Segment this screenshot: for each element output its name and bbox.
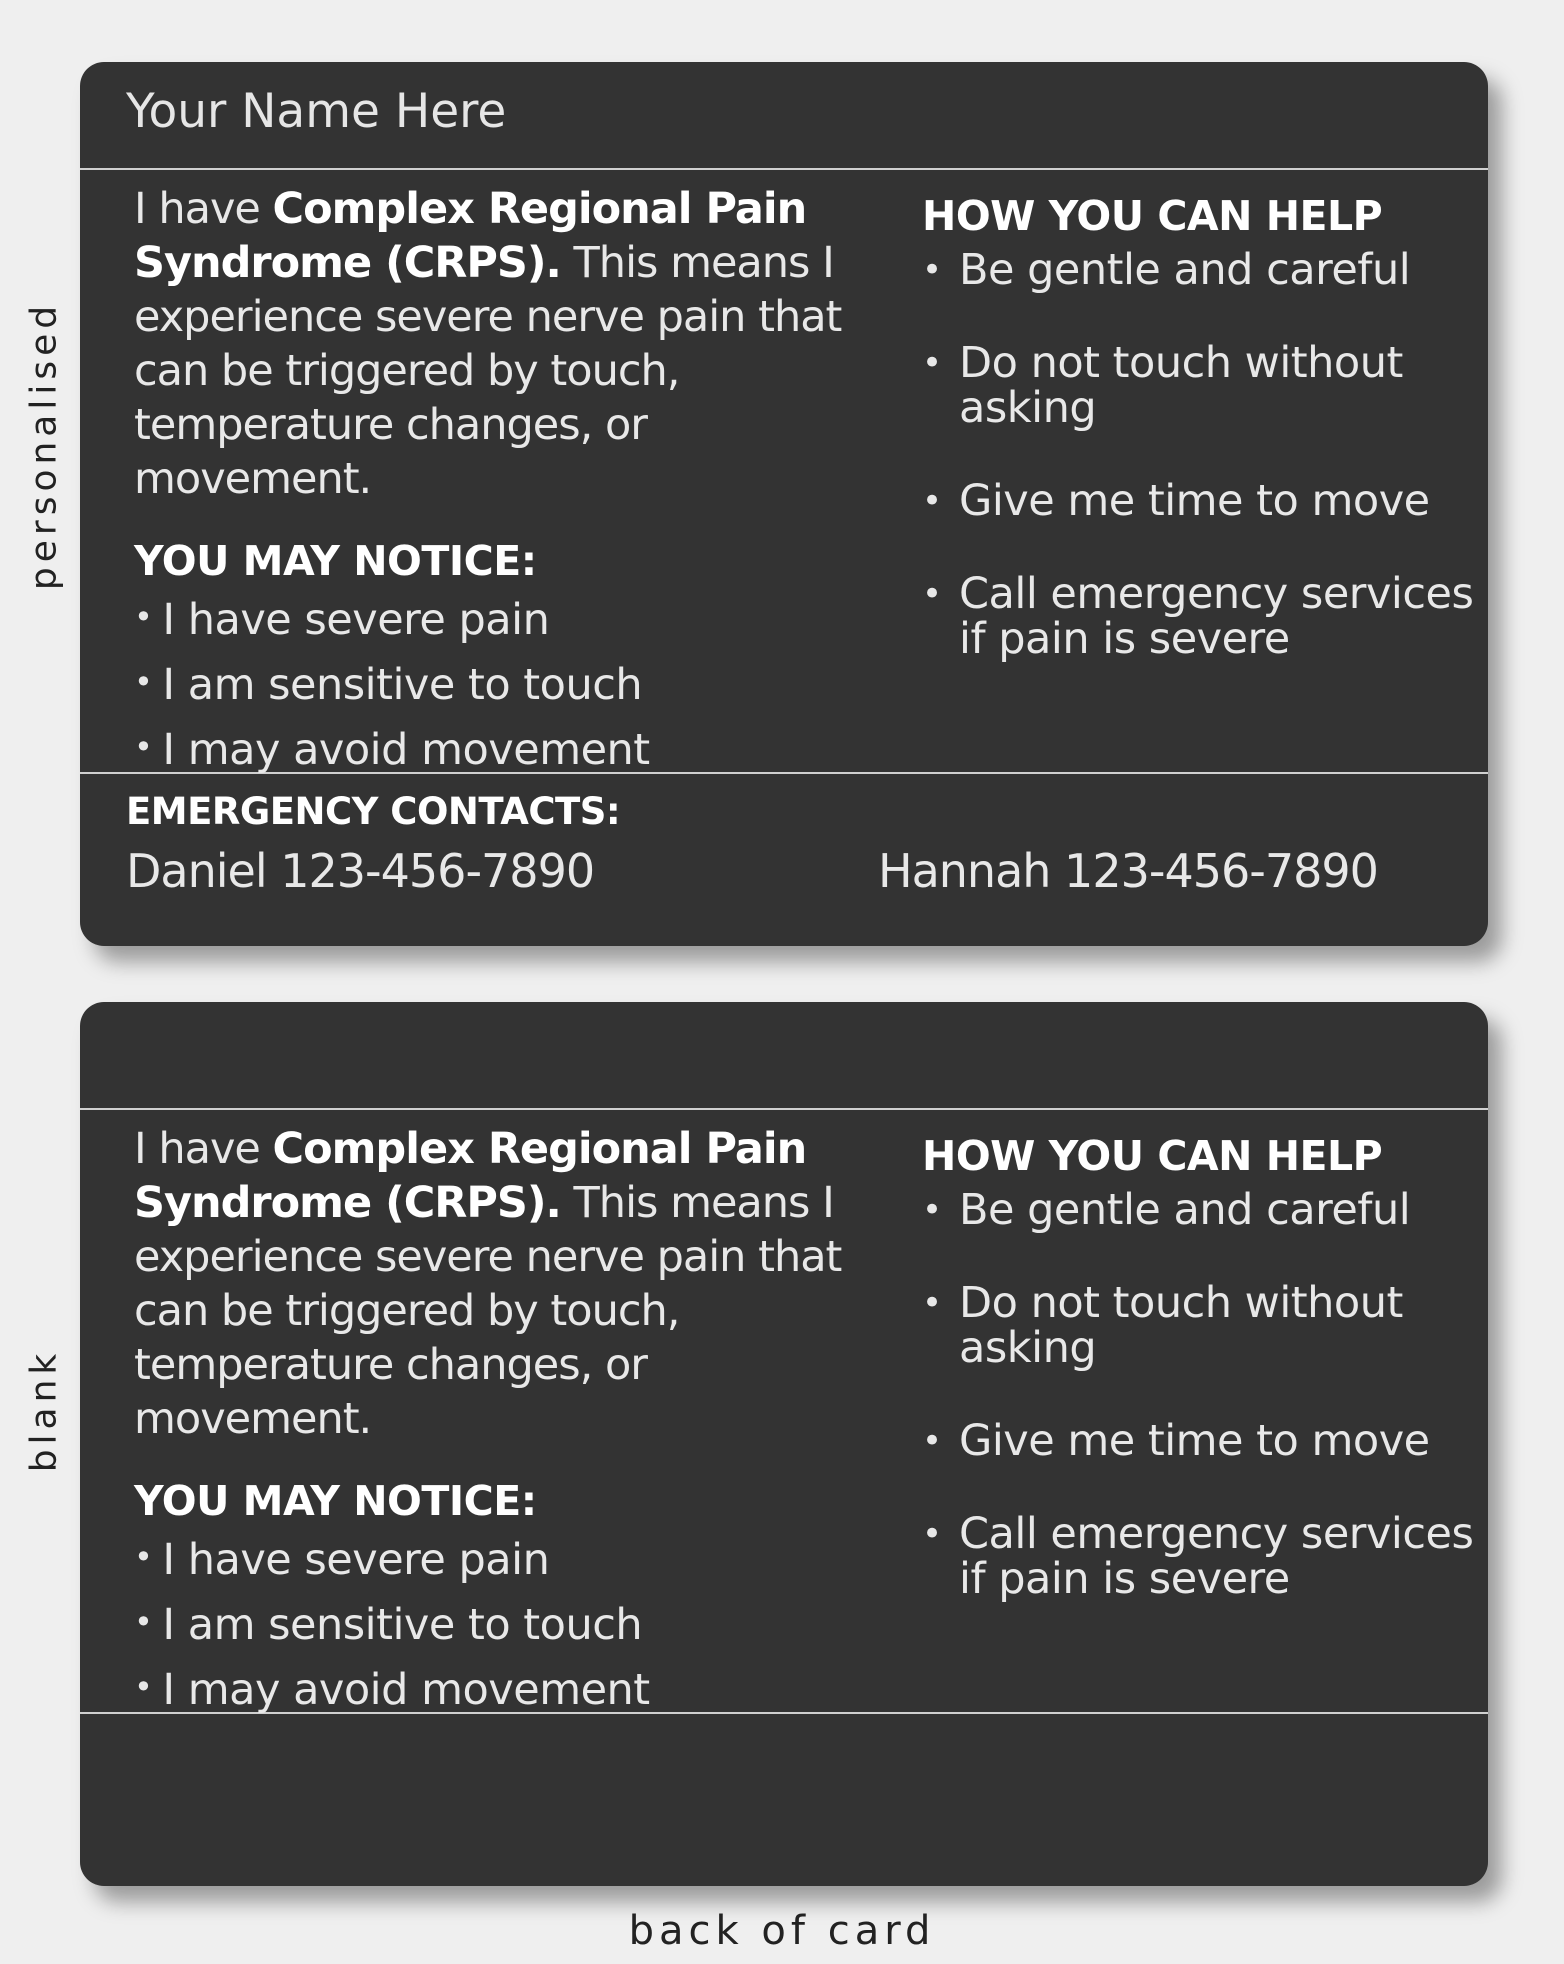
help-column [922, 1128, 1482, 1602]
help-item: • Do not touch without asking [922, 1281, 1482, 1371]
notice-list [134, 586, 854, 781]
notice-item: • I have severe pain [134, 586, 854, 651]
cardholder-name: Your Name Here [126, 84, 507, 139]
emergency-contact: Daniel 123-456-7890 [126, 844, 595, 898]
notice-item: • I may avoid movement [134, 1656, 854, 1721]
intro-prefix: I have [134, 184, 273, 234]
side-label-personalised: personalised [23, 300, 65, 591]
card-footer [80, 774, 1488, 946]
help-column [922, 188, 1482, 662]
card-header [80, 62, 1488, 170]
notice-list [134, 1526, 854, 1721]
card-header [80, 1002, 1488, 1110]
condition-column [134, 182, 854, 781]
notice-title: YOU MAY NOTICE: [134, 1477, 537, 1525]
help-item: • Be gentle and careful [922, 1188, 1482, 1233]
card-personalised [80, 62, 1488, 946]
notice-item: • I have severe pain [134, 1526, 854, 1591]
card-blank [80, 1002, 1488, 1886]
help-item: • Do not touch without asking [922, 341, 1482, 431]
help-item: • Give me time to move [922, 1419, 1482, 1464]
notice-item: • I am sensitive to touch [134, 651, 854, 716]
card-footer [80, 1714, 1488, 1886]
help-item: • Be gentle and careful [922, 248, 1482, 293]
condition-description [134, 182, 854, 506]
emergency-contact: Hannah 123-456-7890 [878, 844, 1378, 898]
card-body [80, 1110, 1488, 1714]
notice-item: • I may avoid movement [134, 716, 854, 781]
help-title: HOW YOU CAN HELP [922, 1132, 1383, 1180]
side-label-blank: blank [23, 1348, 65, 1473]
help-item: • Give me time to move [922, 479, 1482, 524]
intro-prefix: I have [134, 1124, 273, 1174]
help-title: HOW YOU CAN HELP [922, 192, 1383, 240]
condition-column [134, 1122, 854, 1721]
notice-title: YOU MAY NOTICE: [134, 537, 537, 585]
notice-item: • I am sensitive to touch [134, 1591, 854, 1656]
help-item: • Call emergency services if pain is severe [922, 1512, 1482, 1602]
emergency-contacts-title: EMERGENCY CONTACTS: [126, 790, 621, 833]
card-body [80, 170, 1488, 774]
condition-name: Complex Regional Pain Syndrome (CRPS). [134, 184, 807, 288]
condition-description [134, 1122, 854, 1446]
caption: back of card [628, 1908, 936, 1954]
help-list [922, 1185, 1482, 1604]
intro-suffix: This means I experience severe nerve pain that can be triggered by touch, temperature changes, or movement. [134, 238, 842, 504]
help-item: • Call emergency services if pain is severe [922, 572, 1482, 662]
condition-name: Complex Regional Pain Syndrome (CRPS). [134, 1124, 807, 1228]
intro-suffix: This means I experience severe nerve pain that can be triggered by touch, temperature changes, or movement. [134, 1178, 842, 1444]
help-list [922, 245, 1482, 664]
